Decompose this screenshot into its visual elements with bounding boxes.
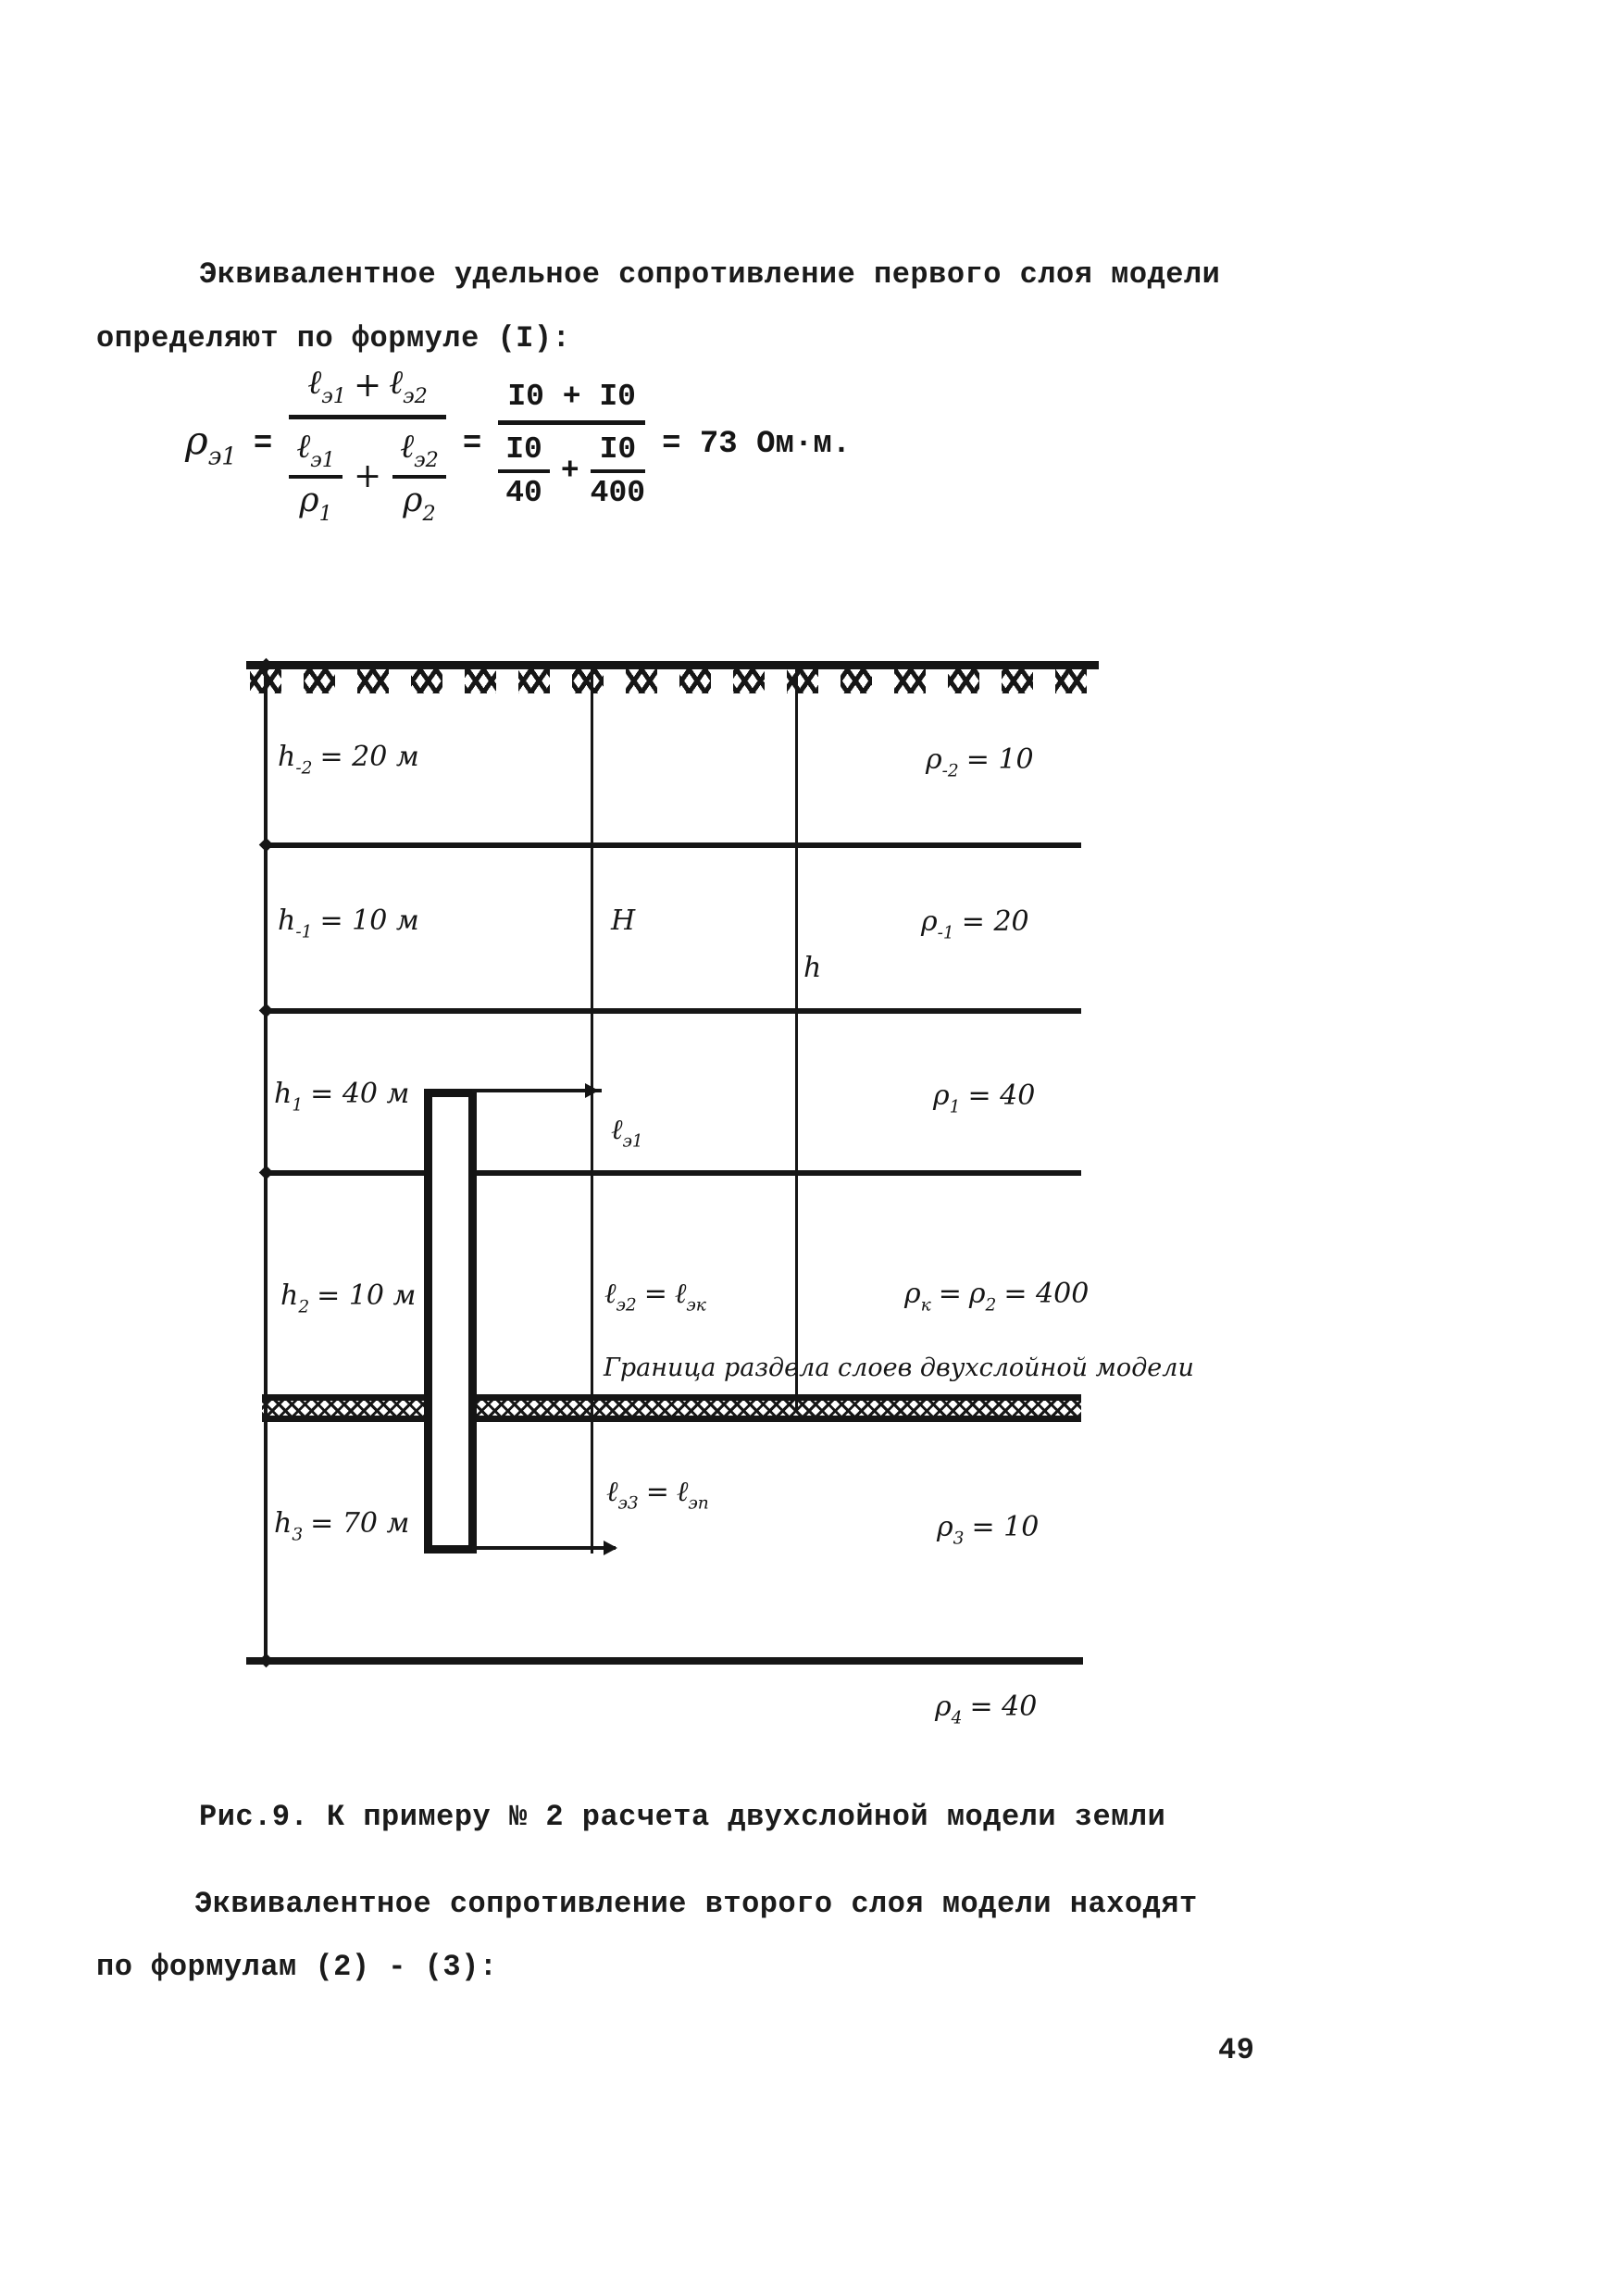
electrode-bottom-tick [472, 1546, 616, 1550]
label-h3: $h_3 = 70$ м [274, 1507, 410, 1545]
arrow-mark-bottom [259, 1653, 274, 1668]
formula-fraction-numeric [498, 380, 645, 510]
ground-surface-hatching [250, 669, 1097, 693]
electrode-bottom-arrow-icon [604, 1541, 617, 1555]
subfraction-2-den: $\rho_2$ [403, 481, 436, 527]
numeric-subfraction-2-den: 400 [590, 475, 646, 510]
intro-line-1: Эквивалентное удельное сопротивление первого слоя модели [199, 257, 1221, 292]
intro-line-2: определяют по формуле (I): [96, 321, 571, 356]
label-l-e2: ℓ$_{э2}$ = ℓ$_{эк}$ [604, 1278, 706, 1316]
electrode-top-arrow-icon [585, 1083, 599, 1098]
ground-surface-line [246, 661, 1099, 669]
label-rho-k: $\rho_к = \rho_2 = 400$ [904, 1278, 1090, 1316]
outro-line-2: по формулам (2) - (3): [96, 1950, 498, 1984]
formula-lhs: $\rho_{э1}$ [185, 418, 237, 471]
label-h1: $h_1 = 40$ м [274, 1078, 410, 1116]
two-layer-model-boundary-band [262, 1394, 1081, 1422]
formula-equals-1: = [253, 427, 273, 463]
formula-equals-2: = [462, 427, 482, 463]
layer-line-4 [262, 1170, 1081, 1176]
subfraction-2-num: ℓ$_{э2}$ [400, 428, 439, 473]
label-h2: $h_2 = 10$ м [280, 1279, 417, 1317]
numeric-subfraction-1-num: I0 [505, 431, 542, 467]
label-boundary-text: Граница раздела слоев двухслойной модели [604, 1354, 1194, 1382]
label-h-depth: h [803, 952, 822, 984]
numeric-subfraction-2 [591, 432, 645, 510]
figure-caption: Рис.9. К примеру № 2 расчета двухслойной модели земли [199, 1800, 1166, 1834]
layer-line-2 [262, 842, 1081, 848]
label-rho4: $\rho_4 = 40$ [935, 1691, 1038, 1728]
fraction-denominator [289, 419, 446, 526]
numeric-denominator-plus: + [560, 454, 579, 489]
subfraction-1 [289, 427, 342, 526]
label-H: H [611, 905, 636, 937]
formula-result: = 73 Ом·м. [662, 427, 852, 463]
left-dimension-line [264, 663, 268, 1665]
electrode-dimension-line [591, 663, 593, 1554]
arrow-mark-line3 [259, 1004, 274, 1018]
numeric-numerator: I0 + I0 [507, 379, 636, 414]
electrode [424, 1089, 477, 1554]
subfraction-1-num: ℓ$_{э1}$ [296, 428, 335, 473]
bottom-line [246, 1657, 1083, 1665]
layer-line-3 [262, 1008, 1081, 1014]
label-rho3: $\rho_3 = 10$ [937, 1511, 1040, 1549]
arrow-mark-line4 [259, 1166, 274, 1180]
label-l-e1: ℓ$_{э1}$ [611, 1114, 643, 1152]
electrode-top-tick [472, 1089, 602, 1092]
formula-rho-e1 [185, 363, 851, 526]
subfraction-1-den: $\rho_1$ [299, 481, 332, 527]
formula-fraction-symbolic [289, 363, 446, 526]
label-h-minus1: $h_{-1} = 10$ м [278, 905, 419, 942]
depth-reference-line [795, 663, 798, 1413]
label-rho1: $\rho_1 = 40$ [933, 1079, 1036, 1117]
outro-line-1: Эквивалентное сопротивление второго слоя модели находят [194, 1887, 1198, 1921]
label-h-minus2: $h_{-2} = 20$ м [278, 741, 419, 779]
arrow-mark-line2 [259, 838, 274, 853]
page-number: 49 [1218, 2033, 1255, 2067]
subfraction-2 [392, 427, 446, 526]
fraction-numerator: ℓ$_{э1}$ + ℓ$_{э2}$ [307, 364, 428, 409]
numeric-subfraction-1-den: 40 [505, 475, 542, 510]
label-rho-minus2: $\rho_{-2} = 10$ [926, 743, 1034, 781]
numeric-subfraction-2-num: I0 [599, 431, 637, 467]
denominator-plus: + [353, 457, 382, 496]
label-rho-minus1: $\rho_{-1} = 20$ [921, 905, 1029, 943]
label-l-e3: ℓ$_{э3}$ = ℓ$_{эп}$ [606, 1476, 709, 1514]
numeric-subfraction-1 [498, 432, 550, 510]
numeric-denominator [498, 425, 645, 510]
